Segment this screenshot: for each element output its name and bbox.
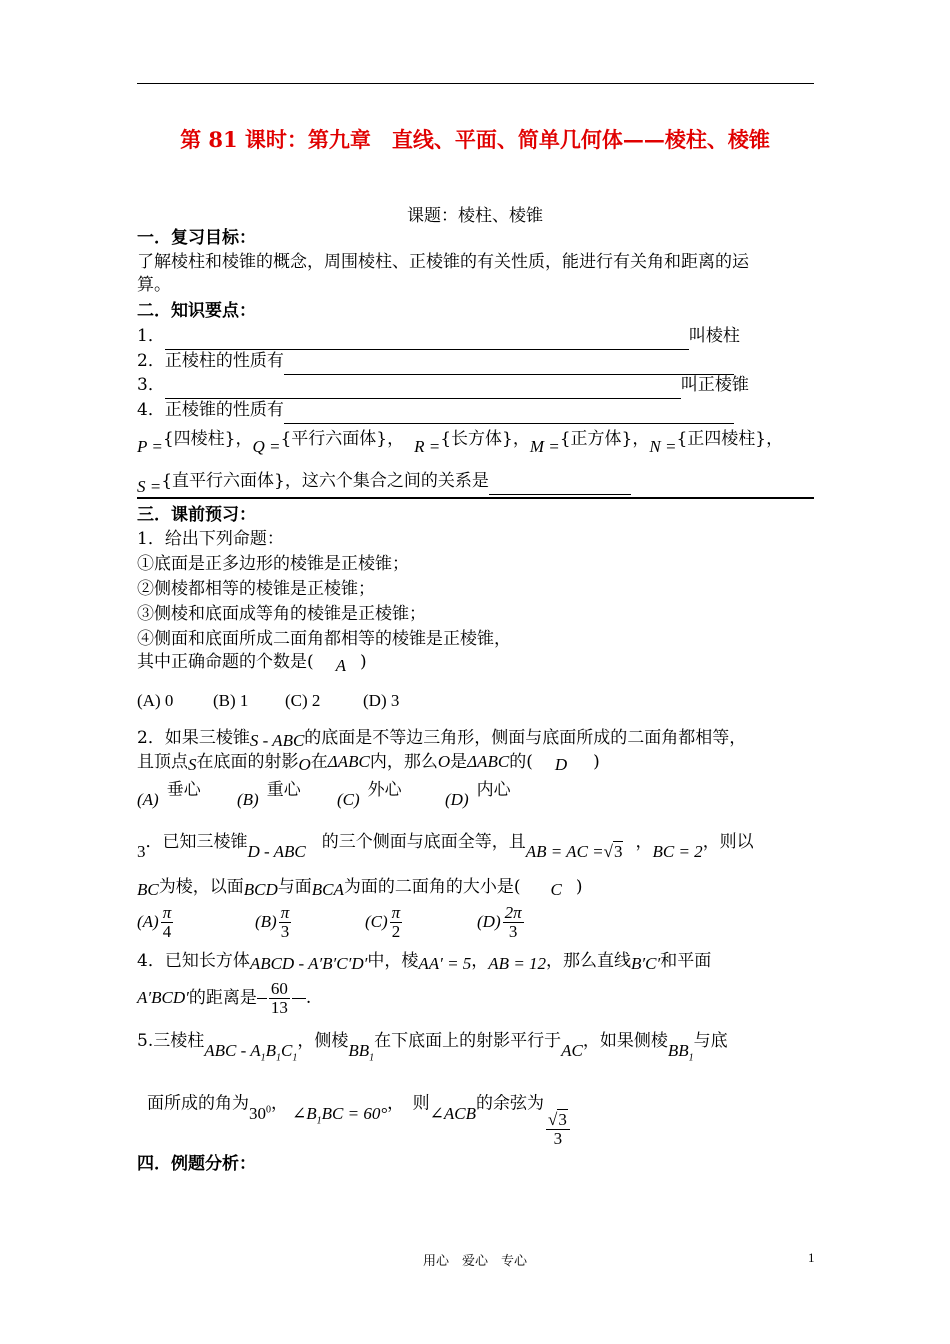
q5-text: ， 则 <box>387 1093 430 1114</box>
math-part: B <box>265 1041 276 1060</box>
q5-text: 在下底面上的射影平行于 <box>374 1031 562 1051</box>
set-N-value: {正四棱柱}， <box>676 429 784 449</box>
subscript: 1 <box>292 1052 298 1064</box>
q4-math: AB = 12 <box>488 954 547 973</box>
set-S-symbol: S = <box>137 477 162 496</box>
fraction-numerator: 2π <box>504 903 522 922</box>
q2-answer: D <box>554 755 568 774</box>
q2-options <box>137 779 545 809</box>
q4-text: ， <box>471 951 489 971</box>
set-definitions-line <box>137 428 784 456</box>
q1-question <box>137 651 367 673</box>
q3-text: ．已知三棱锥 <box>145 832 248 852</box>
q4-math: B′C′ <box>631 954 661 973</box>
q2-option-b <box>237 779 337 809</box>
q5-text: ， <box>271 1093 288 1114</box>
option-text: 重心 <box>266 780 301 800</box>
q3-math-pyramid: D - ABC <box>247 842 306 861</box>
q1-option-c: (C) 2 <box>285 691 321 710</box>
set-relation-line <box>137 470 631 495</box>
subscript: 1 <box>316 1115 322 1127</box>
page-number: 1 <box>808 1250 815 1265</box>
fraction-denominator: 4 <box>162 922 172 941</box>
q3-sqrt: √3 <box>603 842 623 861</box>
set-M-symbol: M = <box>529 437 560 456</box>
knowledge-item-4 <box>137 399 734 424</box>
q3-number: 3 <box>137 842 146 861</box>
fraction-numerator: π <box>162 903 172 922</box>
subscript: 1 <box>260 1052 266 1064</box>
q3-option-a <box>137 904 255 941</box>
q3-option-c <box>365 904 477 941</box>
q2-math: ΔABC <box>327 752 370 771</box>
math-part: BC = 60° <box>321 1103 388 1123</box>
q3-answer: C <box>550 880 562 899</box>
q4-math: ABCD - A′B′C′D′ <box>249 954 368 973</box>
option-fraction <box>390 904 403 941</box>
set-Q-symbol: Q = <box>252 437 281 456</box>
q2-text: 在底面的射影 <box>196 752 299 772</box>
fill-blank <box>165 327 689 350</box>
option-label: (C) <box>365 912 388 931</box>
subscript: 1 <box>275 1052 281 1064</box>
math-part: BB <box>348 1041 370 1060</box>
q5-line1 <box>137 1030 728 1064</box>
q5-text: 与底 <box>693 1031 728 1051</box>
option-label: (D) <box>477 912 501 931</box>
set-Q-value: {平行六面体}， <box>280 429 405 449</box>
q2-option-c <box>337 779 445 809</box>
q3-math: BCA <box>311 880 344 899</box>
set-P-symbol: P = <box>137 437 163 456</box>
q2-text: 是 <box>450 752 468 772</box>
section-4-heading: 四．例题分析： <box>137 1154 256 1174</box>
q2-math-pyramid: S - ABC <box>249 731 305 750</box>
q1-close-paren: ) <box>360 652 367 672</box>
q5-text: 面所成的角为 <box>147 1093 249 1114</box>
option-text: 垂心 <box>166 780 201 800</box>
q5-radicand: 3 <box>558 1109 567 1129</box>
fill-blank <box>489 472 631 495</box>
q1-option-d: (D) 3 <box>363 691 400 710</box>
q3-text: ，则以 <box>702 832 754 852</box>
q1-options <box>137 690 423 712</box>
option-fraction <box>503 904 524 941</box>
set-S-value: {直平行六面体}，这六个集合之间的关系是 <box>161 471 489 491</box>
math-part: ABC - A <box>204 1041 261 1060</box>
q5-text: ，如果侧棱 <box>582 1031 668 1051</box>
math-part: 30 <box>249 1103 266 1123</box>
q1-answer: A <box>335 656 347 675</box>
q4-text: 中，棱 <box>367 951 419 971</box>
item-text: 2．正棱柱的性质有 <box>137 351 284 371</box>
q3-math: BC <box>137 880 159 899</box>
item-number: 1． <box>137 326 165 346</box>
option-text: 内心 <box>476 780 511 800</box>
q4-math: AA′ = 5 <box>418 954 472 973</box>
q4-text: ，那么直线 <box>546 951 632 971</box>
q3-text: 为面的二面角的大小是( <box>343 877 521 897</box>
q4-answer-fraction <box>269 980 290 1017</box>
knowledge-item-1 <box>137 325 740 350</box>
superscript: 0 <box>266 1104 271 1115</box>
q5-answer-fraction <box>546 1111 570 1148</box>
fill-blank <box>284 401 734 424</box>
fraction-numerator: π <box>391 903 401 922</box>
q2-text: 内，那么 <box>369 752 438 772</box>
q2-math: ΔABC <box>467 752 510 771</box>
fraction-denominator: 3 <box>553 1128 563 1148</box>
q1-proposition-4: ④侧面和底面所成二面角都相等的棱锥是正棱锥， <box>137 629 511 649</box>
q5-math <box>348 1041 375 1064</box>
q2-text: 且顶点 <box>137 752 188 772</box>
subscript: 1 <box>688 1052 694 1064</box>
set-R-value: {长方体}， <box>440 429 530 449</box>
q2-option-d <box>445 779 545 809</box>
q3-text: ， <box>635 832 653 852</box>
q2-text: 在 <box>310 752 328 772</box>
q3-math: AB = AC = <box>525 842 604 861</box>
q3-line1 <box>137 831 754 861</box>
q5-math: ∠ACB <box>429 1103 476 1123</box>
q3-radicand: 3 <box>613 842 623 861</box>
q4-text: 和平面 <box>660 951 712 971</box>
section-3-heading: 三．课前预习： <box>137 505 256 525</box>
section-1-heading: 一．复习目标： <box>137 228 256 248</box>
q2-text: 的底面是不等边三角形，侧面与底面所成的二面角都相等， <box>304 728 747 748</box>
q1-proposition-2: ②侧棱都相等的棱锥是正棱锥； <box>137 579 375 599</box>
fraction-numerator: 60 <box>270 979 288 998</box>
math-part: BB <box>667 1041 689 1060</box>
knowledge-item-2 <box>137 350 734 375</box>
q2-line1 <box>137 727 746 749</box>
fill-blank <box>257 998 267 999</box>
item-number: 3． <box>137 375 165 395</box>
page-footer: 用心 爱心 专心 <box>422 1254 527 1269</box>
option-label: (A) <box>137 912 159 931</box>
q3-options <box>137 904 577 941</box>
q4-line2 <box>137 980 311 1017</box>
item-tail: 叫棱柱 <box>688 326 740 346</box>
q4-period: . <box>305 988 312 1008</box>
q5-math-prism <box>204 1041 298 1064</box>
fraction-numerator: π <box>280 903 290 922</box>
set-M-value: {正方体}， <box>559 429 650 449</box>
q5-math: AC <box>561 1041 583 1060</box>
fill-blank <box>165 376 681 399</box>
item-text: 4．正棱锥的性质有 <box>137 400 284 420</box>
q5-math <box>667 1041 694 1064</box>
option-label: (B) <box>255 912 277 931</box>
fraction-denominator: 3 <box>280 922 290 941</box>
q5-math <box>292 1103 388 1127</box>
q3-math: BCD <box>243 880 278 899</box>
q4-text: 的距离是 <box>188 988 257 1008</box>
q5-text: ，侧棱 <box>297 1031 349 1051</box>
section-1-text-line2: 算。 <box>137 275 171 295</box>
fraction-denominator: 13 <box>270 998 288 1017</box>
set-R-symbol: R = <box>414 437 441 456</box>
q3-line2 <box>137 876 582 898</box>
set-N-symbol: N = <box>649 437 677 456</box>
q3-text: 的三个侧面与底面全等，且 <box>321 832 526 852</box>
option-label: (D) <box>445 790 469 809</box>
math-part: C <box>280 1041 293 1060</box>
option-label: (C) <box>337 790 360 809</box>
math-part: ∠B <box>292 1103 317 1123</box>
q4-text: 4．已知长方体 <box>137 951 250 971</box>
fill-blank <box>292 998 306 999</box>
q2-line2 <box>137 751 600 773</box>
fill-blank <box>284 352 734 375</box>
q1-option-a: (A) 0 <box>137 691 174 710</box>
set-P-value: {四棱柱}， <box>162 429 253 449</box>
q2-close-paren: ) <box>593 752 600 772</box>
q2-text: 的( <box>509 752 533 772</box>
section-2-heading: 二．知识要点： <box>137 301 256 321</box>
q3-option-b <box>255 904 365 941</box>
lesson-subject: 课题：棱柱、棱锥 <box>407 206 543 226</box>
q5-math <box>249 1104 271 1123</box>
option-fraction <box>161 904 174 941</box>
subscript: 1 <box>369 1052 375 1064</box>
page-title: 第 81 课时：第九章 直线、平面、简单几何体——棱柱、棱锥 <box>180 127 770 152</box>
section-1-text-line1: 了解棱柱和棱锥的概念，周围棱柱、正棱锥的有关性质，能进行有关角和距离的运 <box>137 252 749 272</box>
section-divider <box>137 497 814 499</box>
q3-math: BC = 2 <box>652 842 703 861</box>
option-fraction <box>279 904 292 941</box>
q3-text: 为棱，以面 <box>158 877 244 897</box>
q1-intro: 1．给出下列命题： <box>137 529 284 549</box>
item-tail: 叫正棱锥 <box>680 375 749 395</box>
q2-option-a <box>137 779 237 809</box>
q2-math: O <box>437 752 451 771</box>
q5-text: 的余弦为 <box>476 1093 544 1114</box>
q1-option-b: (B) 1 <box>213 691 249 710</box>
q2-math: O <box>298 755 311 774</box>
fraction-numerator: √3 <box>546 1111 570 1130</box>
q3-text: 与面 <box>277 877 312 897</box>
q3-close-paren: ) <box>575 877 583 897</box>
knowledge-item-3 <box>137 374 749 399</box>
q4-math: A′BCD′ <box>137 988 189 1007</box>
fraction-denominator: 3 <box>508 922 518 941</box>
q5-line2 <box>147 1090 572 1148</box>
q2-math: S <box>188 755 197 774</box>
q4-line1 <box>137 950 711 972</box>
option-text: 外心 <box>367 780 402 800</box>
q1-ask-text: 其中正确命题的个数是( <box>137 652 314 672</box>
q2-text: 2．如果三棱锥 <box>137 728 250 748</box>
fraction-denominator: 2 <box>391 922 401 941</box>
header-rule <box>137 83 814 84</box>
option-label: (B) <box>237 790 259 809</box>
q1-proposition-3: ③侧棱和底面成等角的棱锥是正棱锥； <box>137 604 426 624</box>
q1-proposition-1: ①底面是正多边形的棱锥是正棱锥； <box>137 554 409 574</box>
option-label: (A) <box>137 790 159 809</box>
q5-text: 5.三棱柱 <box>137 1031 205 1051</box>
q3-option-d <box>477 904 577 941</box>
